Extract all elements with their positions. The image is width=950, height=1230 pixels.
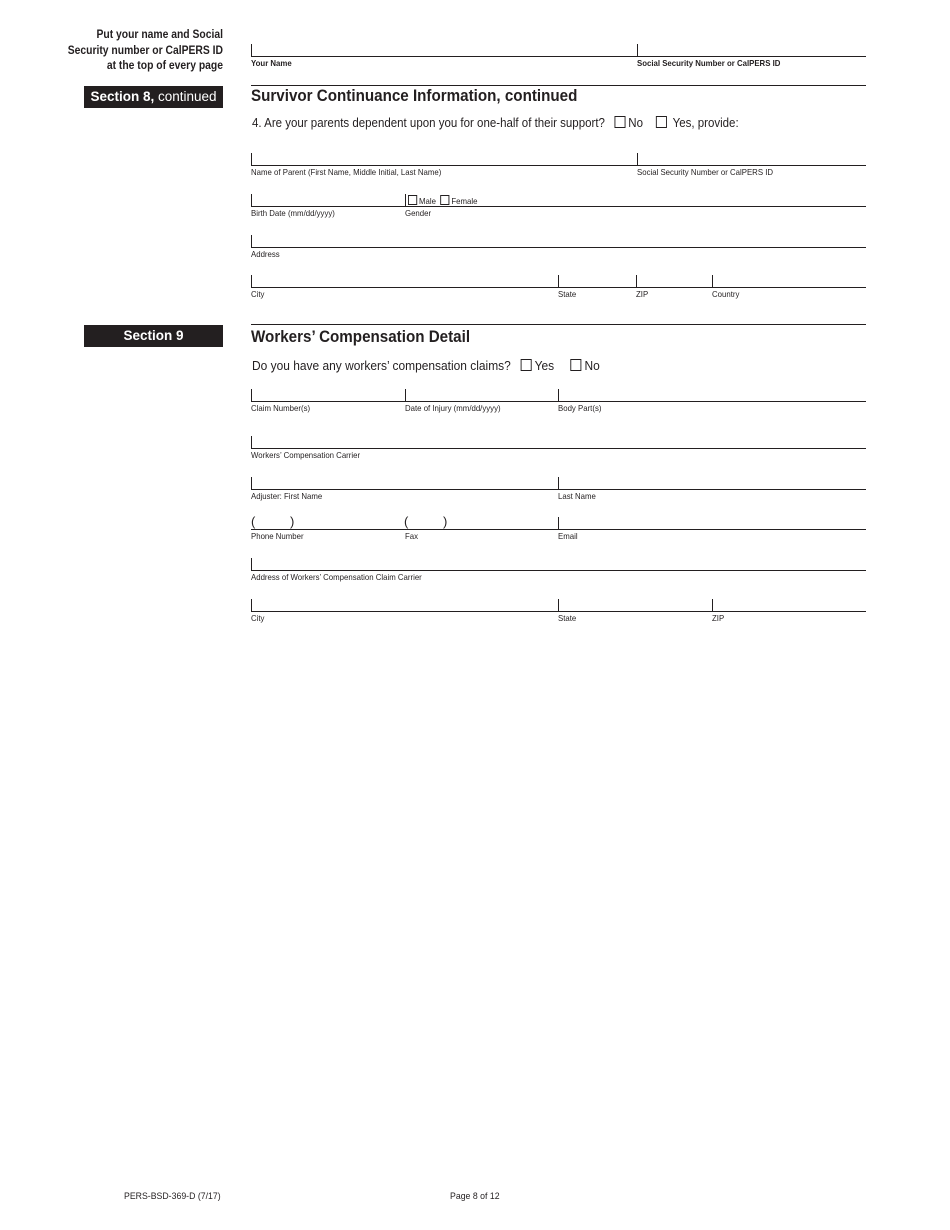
phone-field[interactable] [251,529,866,530]
divider [251,324,866,325]
body-parts-label: Body Part(s) [558,403,602,413]
female-option[interactable] [440,196,477,206]
state-field[interactable] [558,275,559,287]
adjuster-last-name-field[interactable] [558,477,559,489]
checkbox-yes[interactable] [521,359,532,371]
parent-ssn-field[interactable] [637,153,638,165]
option-label: Yes [534,358,555,373]
checkbox-yes[interactable] [656,116,667,128]
your-name-field[interactable] [251,56,866,57]
section-8-title: Survivor Continuance Information, continued [251,87,578,105]
header-instruction [58,28,223,75]
carrier-address-field[interactable] [251,570,866,571]
checkbox-no[interactable] [571,359,582,371]
question-text: Do you have any workers’ compensation claims? [252,358,511,373]
parent-name-field[interactable] [251,165,866,166]
field-tick [251,44,252,56]
city-label: City [251,613,265,623]
field-tick [251,477,252,489]
section-number: Section 8, [90,89,155,104]
adjuster-first-name-field[interactable] [251,489,866,490]
city-label: City [251,289,265,299]
instruction-line: at the top of every page [106,60,223,72]
carrier-address-label: Address of Workers’ Compensation Claim Carrier [251,572,422,582]
field-tick [251,194,252,206]
instruction-line: Put your name and Social [96,29,223,41]
option-label: No [628,116,643,130]
country-label: Country [712,289,740,299]
section-8-badge [84,86,223,108]
phone-label: Phone Number [251,531,304,541]
country-field[interactable] [712,275,713,287]
birth-date-field[interactable] [251,206,866,207]
carrier-field[interactable] [251,448,866,449]
gender-label: Gender [405,208,432,218]
carrier-label: Workers’ Compensation Carrier [251,450,361,460]
fax-area-close: ) [443,514,448,529]
checkbox-no[interactable] [614,116,625,128]
gender-field [405,194,406,206]
field-tick [251,558,252,570]
zip-label: ZIP [712,613,725,623]
carrier-city-field[interactable] [251,611,866,612]
checkbox-female[interactable] [440,195,449,205]
section-continued: continued [157,89,217,104]
last-name-label: Last Name [558,491,596,501]
body-parts-field[interactable] [558,389,559,401]
phone-area-close: ) [290,514,295,529]
field-tick [251,275,252,287]
city-field[interactable] [251,287,866,288]
claim-number-field[interactable] [251,401,866,402]
instruction-line: Security number or CalPERS ID [67,44,223,57]
section-9-badge: Section 9 [84,325,223,347]
your-name-label: Your Name [251,58,292,68]
zip-label: ZIP [636,289,649,299]
field-tick [251,436,252,448]
no-option[interactable] [614,116,643,130]
field-tick [251,153,252,165]
phone-area-open: ( [251,514,256,529]
option-label: Female [451,196,478,206]
yes-option[interactable] [521,358,554,373]
page-number: Page 8 of 12 [450,1191,500,1202]
adjuster-first-name-label: Adjuster: First Name [251,491,323,501]
gender-options [408,195,477,206]
fax-area-open: ( [404,514,409,529]
field-tick [251,235,252,247]
option-label: No [584,358,600,373]
field-tick [251,599,252,611]
ssn-label: Social Security Number or CalPERS ID [637,58,781,68]
email-label: Email [558,531,578,541]
email-field[interactable] [558,517,559,529]
address-label: Address [251,249,280,259]
field-tick [251,389,252,401]
option-label: Male [419,196,437,206]
address-field[interactable] [251,247,866,248]
date-of-injury-label: Date of Injury (mm/dd/yyyy) [405,403,501,413]
claim-number-label: Claim Number(s) [251,403,311,413]
date-of-injury-field[interactable] [405,389,406,401]
workers-comp-question [252,358,600,373]
ssn-field[interactable] [637,44,638,56]
carrier-state-field[interactable] [558,599,559,611]
state-label: State [558,289,577,299]
yes-option[interactable] [656,116,739,130]
form-id: PERS-BSD-369-D (7/17) [124,1191,221,1202]
parent-ssn-label: Social Security Number or CalPERS ID [637,167,774,177]
section-9-title: Workers’ Compensation Detail [251,328,471,346]
parent-name-label: Name of Parent (First Name, Middle Initial, Last Name) [251,167,442,177]
carrier-zip-field[interactable] [712,599,713,611]
parents-dependent-question [252,116,739,131]
birth-date-label: Birth Date (mm/dd/yyyy) [251,208,335,218]
male-option[interactable] [408,196,436,206]
zip-field[interactable] [636,275,637,287]
question-text: 4. Are your parents dependent upon you for one-half of their support? [252,116,605,130]
option-label: Yes, provide: [672,116,739,130]
no-option[interactable] [571,358,600,373]
state-label: State [558,613,577,623]
checkbox-male[interactable] [408,195,417,205]
fax-label: Fax [405,531,419,541]
